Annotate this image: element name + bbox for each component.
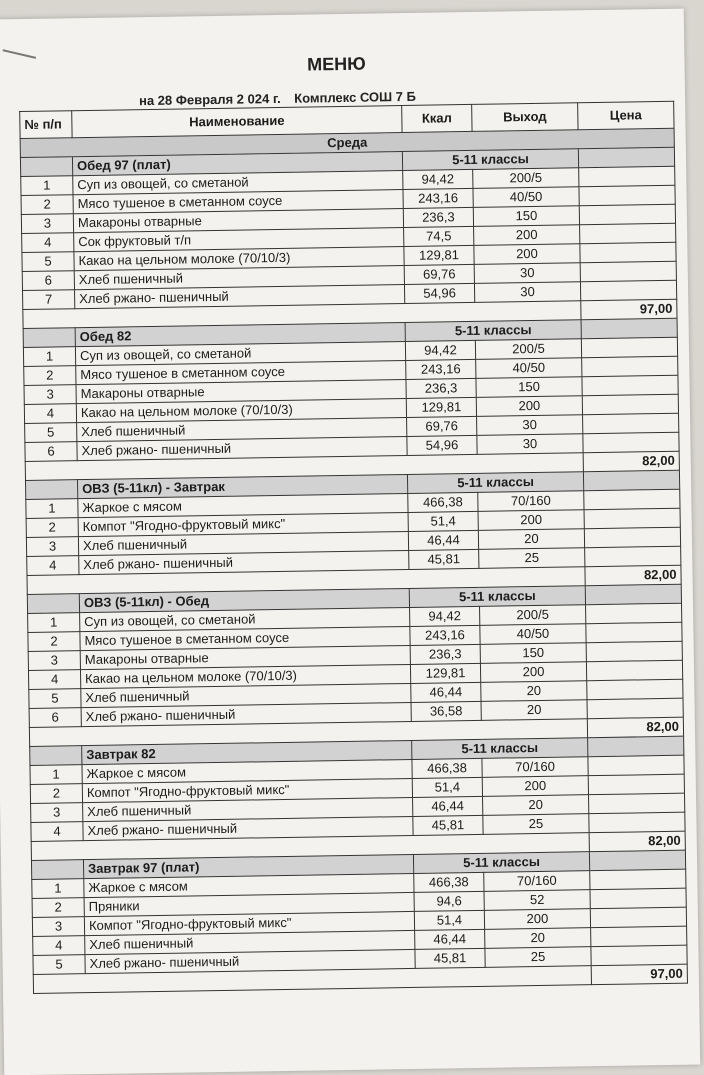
item-number: 2	[21, 195, 73, 215]
item-number: 1	[21, 176, 73, 196]
page-title: МЕНЮ	[307, 53, 366, 75]
item-price	[579, 185, 675, 206]
item-name: Сок фруктовый т/п	[74, 228, 404, 252]
item-output: 52	[484, 890, 590, 911]
item-number: 4	[33, 936, 85, 956]
item-number: 7	[23, 290, 75, 310]
item-name: Компот "Ягодно-фруктовый микс"	[78, 512, 408, 536]
item-output: 25	[485, 947, 591, 968]
item-kcal: 45,81	[413, 815, 483, 835]
item-name: Суп из овощей, со сметаной	[80, 607, 410, 631]
item-kcal: 94,42	[403, 169, 473, 189]
item-number: 2	[26, 518, 78, 538]
item-output: 30	[477, 415, 583, 436]
item-output: 150	[480, 643, 586, 664]
item-name: Мясо тушеное в сметанном соусе	[80, 626, 410, 650]
section-classes: 5-11 классы	[412, 738, 588, 760]
item-kcal: 129,81	[410, 663, 480, 683]
item-kcal: 46,44	[411, 682, 481, 702]
header-price: Цена	[578, 101, 674, 130]
section-total-price: 97,00	[581, 299, 677, 320]
item-number: 5	[22, 252, 74, 272]
item-price	[585, 546, 681, 567]
item-price	[586, 622, 682, 643]
section-price-cell	[581, 318, 677, 339]
item-output: 200	[482, 776, 588, 797]
item-output: 20	[481, 681, 587, 702]
item-price	[586, 660, 682, 681]
item-price	[584, 527, 680, 548]
section-num-cell	[23, 328, 75, 348]
item-number: 6	[29, 708, 81, 728]
item-output: 70/160	[478, 491, 584, 512]
section-classes: 5-11 классы	[405, 320, 581, 342]
item-price	[582, 356, 678, 377]
menu-date: на 28 Февраля 2 024 г.	[138, 90, 281, 109]
item-name: Мясо тушеное в сметанном соусе	[76, 361, 406, 385]
item-name: Пряники	[84, 892, 414, 916]
item-output: 70/160	[482, 757, 588, 778]
item-number: 2	[24, 366, 76, 386]
item-kcal: 94,42	[410, 606, 480, 626]
header-kcal: Ккал	[402, 104, 472, 132]
header-name: Наименование	[72, 106, 402, 138]
item-output: 20	[478, 529, 584, 550]
item-kcal: 51,4	[408, 511, 478, 531]
item-name: Хлеб пшеничный	[83, 797, 413, 821]
section-price-cell	[585, 584, 681, 605]
section-total-price: 82,00	[585, 565, 681, 586]
section-title: ОВЗ (5-11кл) - Обед	[79, 588, 409, 612]
section-title: ОВЗ (5-11кл) - Завтрак	[77, 474, 407, 498]
item-name: Макароны отварные	[76, 380, 406, 404]
section-total-price: 97,00	[591, 964, 687, 985]
item-price	[579, 204, 675, 225]
item-output: 40/50	[476, 358, 582, 379]
item-number: 3	[21, 214, 73, 234]
item-number: 1	[32, 879, 84, 899]
menu-sheet	[0, 9, 700, 1075]
header-num: № п/п	[20, 111, 72, 139]
item-name: Хлеб пшеничный	[77, 418, 407, 442]
item-price	[590, 907, 686, 928]
section-total-price: 82,00	[583, 451, 679, 472]
item-number: 3	[32, 917, 84, 937]
item-price	[587, 679, 683, 700]
item-name: Хлеб пшеничный	[78, 531, 408, 555]
item-price	[590, 888, 686, 909]
item-number: 5	[33, 955, 85, 975]
item-output: 70/160	[484, 871, 590, 892]
item-price	[580, 261, 676, 282]
item-kcal: 51,4	[412, 777, 482, 797]
item-output: 200	[474, 225, 580, 246]
item-output: 200/5	[480, 605, 586, 626]
item-number: 2	[30, 784, 82, 804]
item-price	[580, 223, 676, 244]
item-price	[582, 375, 678, 396]
section-title: Завтрак 82	[82, 740, 412, 764]
item-output: 200	[474, 244, 580, 265]
item-name: Жаркое с мясом	[78, 493, 408, 517]
item-price	[587, 698, 683, 719]
section-price-cell	[583, 470, 679, 491]
item-number: 3	[28, 651, 80, 671]
section-title: Завтрак 97 (плат)	[83, 854, 413, 878]
item-number: 4	[27, 556, 79, 576]
section-price-cell	[589, 850, 685, 871]
header-output: Выход	[472, 103, 578, 132]
item-output: 200	[484, 909, 590, 930]
item-price	[582, 394, 678, 415]
section-classes: 5-11 классы	[413, 852, 589, 874]
item-kcal: 236,3	[403, 207, 473, 227]
item-output: 200	[478, 510, 584, 531]
item-kcal: 94,42	[405, 340, 475, 360]
item-name: Жаркое с мясом	[82, 759, 412, 783]
item-name: Хлеб ржано- пшеничный	[85, 949, 415, 973]
item-price	[588, 793, 684, 814]
item-kcal: 69,76	[407, 416, 477, 436]
item-output: 20	[485, 928, 591, 949]
item-kcal: 46,44	[413, 796, 483, 816]
menu-body	[20, 128, 687, 993]
item-kcal: 243,16	[410, 625, 480, 645]
item-number: 4	[28, 670, 80, 690]
item-output: 25	[483, 814, 589, 835]
item-name: Хлеб ржано- пшеничный	[83, 816, 413, 840]
section-total-price: 82,00	[589, 831, 685, 852]
item-output: 30	[474, 263, 580, 284]
item-name: Суп из овощей, со сметаной	[73, 171, 403, 195]
item-kcal: 236,3	[406, 378, 476, 398]
item-kcal: 45,81	[415, 948, 485, 968]
item-name: Какао на цельном молоке (70/10/3)	[76, 399, 406, 423]
item-name: Макароны отварные	[80, 645, 410, 669]
section-num-cell	[25, 480, 77, 500]
item-output: 200	[480, 662, 586, 683]
item-output: 30	[474, 282, 580, 303]
item-price	[583, 432, 679, 453]
item-kcal: 129,81	[406, 397, 476, 417]
item-price	[591, 926, 687, 947]
item-kcal: 466,38	[414, 872, 484, 892]
item-price	[588, 755, 684, 776]
item-number: 4	[31, 822, 83, 842]
item-number: 3	[24, 385, 76, 405]
item-name: Компот "Ягодно-фруктовый микс"	[84, 911, 414, 935]
item-name: Жаркое с мясом	[84, 873, 414, 897]
item-kcal: 243,16	[403, 188, 473, 208]
section-price-cell	[578, 147, 674, 168]
item-name: Какао на цельном молоке (70/10/3)	[80, 664, 410, 688]
section-price-cell	[588, 736, 684, 757]
section-num-cell	[20, 157, 72, 177]
item-kcal: 94,6	[414, 891, 484, 911]
item-number: 5	[29, 689, 81, 709]
item-kcal: 466,38	[408, 492, 478, 512]
section-num-cell	[27, 594, 79, 614]
item-output: 20	[481, 700, 587, 721]
item-kcal: 46,44	[408, 530, 478, 550]
item-number: 1	[26, 499, 78, 519]
item-output: 30	[477, 434, 583, 455]
item-kcal: 54,96	[404, 283, 474, 303]
day-label: Среда	[20, 128, 674, 157]
item-output: 150	[476, 377, 582, 398]
item-price	[591, 945, 687, 966]
item-price	[581, 337, 677, 358]
section-num-cell	[30, 746, 82, 766]
item-name: Хлеб ржано- пшеничный	[75, 285, 405, 309]
item-name: Хлеб ржано- пшеничный	[79, 550, 409, 574]
section-classes: 5-11 классы	[402, 149, 578, 171]
item-number: 4	[24, 404, 76, 424]
item-kcal: 466,38	[412, 758, 482, 778]
item-name: Какао на цельном молоке (70/10/3)	[74, 247, 404, 271]
item-kcal: 129,81	[404, 245, 474, 265]
item-number: 2	[32, 898, 84, 918]
section-classes: 5-11 классы	[409, 586, 585, 608]
item-kcal: 36,58	[411, 701, 481, 721]
item-price	[579, 166, 675, 187]
section-classes: 5-11 классы	[407, 472, 583, 494]
item-number: 3	[31, 803, 83, 823]
item-output: 150	[473, 206, 579, 227]
item-name: Макароны отварные	[73, 209, 403, 233]
item-kcal: 243,16	[406, 359, 476, 379]
item-name: Хлеб ржано- пшеничный	[81, 702, 411, 726]
item-price	[588, 774, 684, 795]
item-output: 40/50	[480, 624, 586, 645]
item-name: Хлеб пшеничный	[81, 683, 411, 707]
item-output: 200/5	[475, 339, 581, 360]
item-price	[584, 489, 680, 510]
item-price	[580, 242, 676, 263]
section-title: Обед 82	[75, 323, 405, 347]
item-kcal: 54,96	[407, 435, 477, 455]
item-number: 6	[25, 442, 77, 462]
section-total-price: 82,00	[587, 717, 683, 738]
item-number: 1	[23, 347, 75, 367]
item-output: 20	[483, 795, 589, 816]
item-number: 1	[28, 613, 80, 633]
item-kcal: 46,44	[415, 929, 485, 949]
item-number: 2	[28, 632, 80, 652]
item-kcal: 236,3	[410, 644, 480, 664]
item-name: Хлеб пшеничный	[85, 930, 415, 954]
item-name: Суп из овощей, со сметаной	[75, 342, 405, 366]
item-price	[586, 641, 682, 662]
item-number: 3	[26, 537, 78, 557]
item-price	[580, 280, 676, 301]
section-num-cell	[31, 860, 83, 880]
pen-mark	[3, 49, 37, 59]
item-output: 200/5	[473, 168, 579, 189]
item-name: Хлеб пшеничный	[74, 266, 404, 290]
menu-complex: Комплекс СОШ 7 Б	[294, 88, 417, 106]
item-kcal: 45,81	[409, 549, 479, 569]
item-price	[589, 812, 685, 833]
item-output: 40/50	[473, 187, 579, 208]
item-price	[584, 508, 680, 529]
item-number: 5	[25, 423, 77, 443]
item-kcal: 74,5	[404, 226, 474, 246]
item-name: Компот "Ягодно-фруктовый микс"	[82, 778, 412, 802]
item-kcal: 51,4	[414, 910, 484, 930]
item-price	[586, 603, 682, 624]
item-output: 200	[476, 396, 582, 417]
item-number: 6	[22, 271, 74, 291]
menu-table	[19, 101, 688, 994]
item-kcal: 69,76	[404, 264, 474, 284]
item-price	[590, 869, 686, 890]
item-price	[583, 413, 679, 434]
item-name: Мясо тушеное в сметанном соусе	[73, 190, 403, 214]
item-output: 25	[479, 548, 585, 569]
item-name: Хлеб ржано- пшеничный	[77, 436, 407, 460]
section-title: Обед 97 (плат)	[72, 152, 402, 176]
item-number: 1	[30, 765, 82, 785]
item-number: 4	[22, 233, 74, 253]
